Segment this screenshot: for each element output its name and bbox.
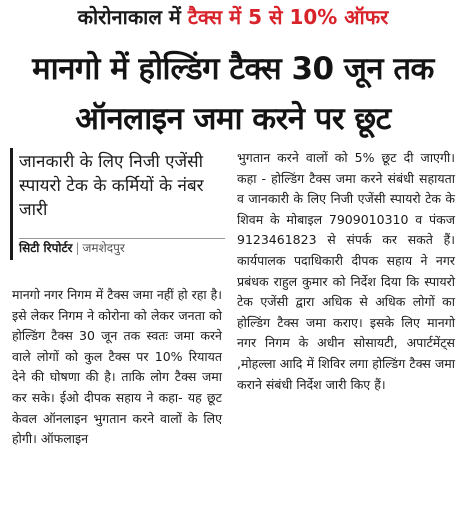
body-column-left: मानगो नगर निगम में टैक्स जमा नहीं हो रहा है। इसे लेकर निगम ने कोरोना को लेकर जनता को होल्डिंग टैक्स 30 जून तक स्वतः जमा करने वाले लोगों को कुल टैक्स पर 10% रियायत देने की घोषणा की है। ताकि लोग टैक्स जमा कर सके। ईओ दीपक सहाय ने कहा- यह छूट केवल ऑनलाइन भुगतान करने वालों के लिए होगी। ऑफलाइन — [12, 287, 222, 447]
byline — [19, 238, 225, 257]
byline-city: जमशेदपुर — [82, 241, 125, 255]
subhead-box — [10, 148, 225, 260]
subheadline: जानकारी के लिए निजी एजेंसी स्पायरो टेक के कर्मियों के नंबर जारी — [19, 152, 204, 220]
byline-reporter: सिटी रिपोर्टर — [19, 241, 73, 255]
kicker-line — [0, 4, 466, 30]
kicker-part2: टैक्स में 5 से 10% ऑफर — [187, 5, 389, 29]
headline: मानगो में होल्डिंग टैक्स 30 जून तक ऑनलाइन जमा करने पर छूट — [32, 51, 434, 137]
body-column-right: भुगतान करने वालों को 5% छूट दी जाएगी। कहा - होल्डिंग टैक्स जमा करने संबंधी सहायता व जानकारी के लिए निजी एजेंसी स्पायरो टेक के शिवम के मोबाइल 7909010310 व पंकज 9123461823 से संपर्क कर सकते हैं। कार्यपालक पदाधिकारी दीपक सहाय ने नगर प्रबंधक राहुल कुमार को निर्देश दिया कि स्पायरो टेक एजेंसी द्वारा अधिक से अधिक लोगों का होल्डिंग टैक्स जमा कराए। इसके लिए मानगो नगर निगम के अधीन सोसायटी, अपार्टमेंट्स ,मोहल्ला आदि में शिविर लगा होल्डिंग टैक्स जमा कराने संबंधी निर्देश जारी किए हैं। — [237, 150, 455, 392]
byline-separator: | — [75, 241, 80, 255]
kicker-part1: कोरोनाकाल में — [77, 5, 188, 29]
